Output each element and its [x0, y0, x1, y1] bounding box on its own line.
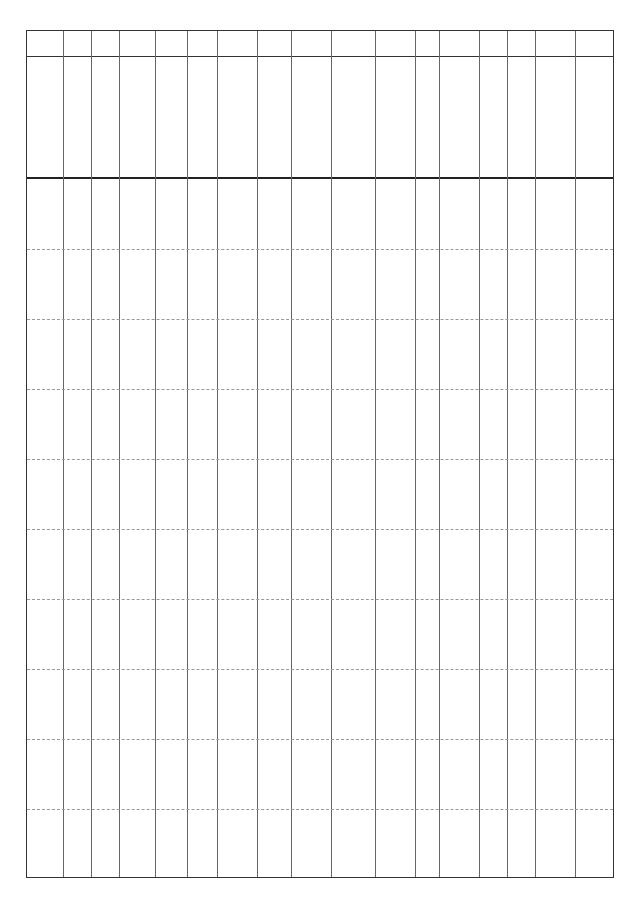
row-group-separator	[27, 599, 613, 600]
row-group-separator	[27, 389, 613, 390]
row-group-separator	[27, 739, 613, 740]
row-group-separators	[27, 179, 613, 877]
table-header-band	[27, 57, 613, 179]
row-group-separator	[27, 809, 613, 810]
row-group-separator	[27, 529, 613, 530]
row-group-separator	[27, 249, 613, 250]
data-table	[26, 30, 614, 878]
column-number-band	[27, 31, 613, 57]
row-group-separator	[27, 669, 613, 670]
row-group-separator	[27, 459, 613, 460]
row-group-separator	[27, 319, 613, 320]
